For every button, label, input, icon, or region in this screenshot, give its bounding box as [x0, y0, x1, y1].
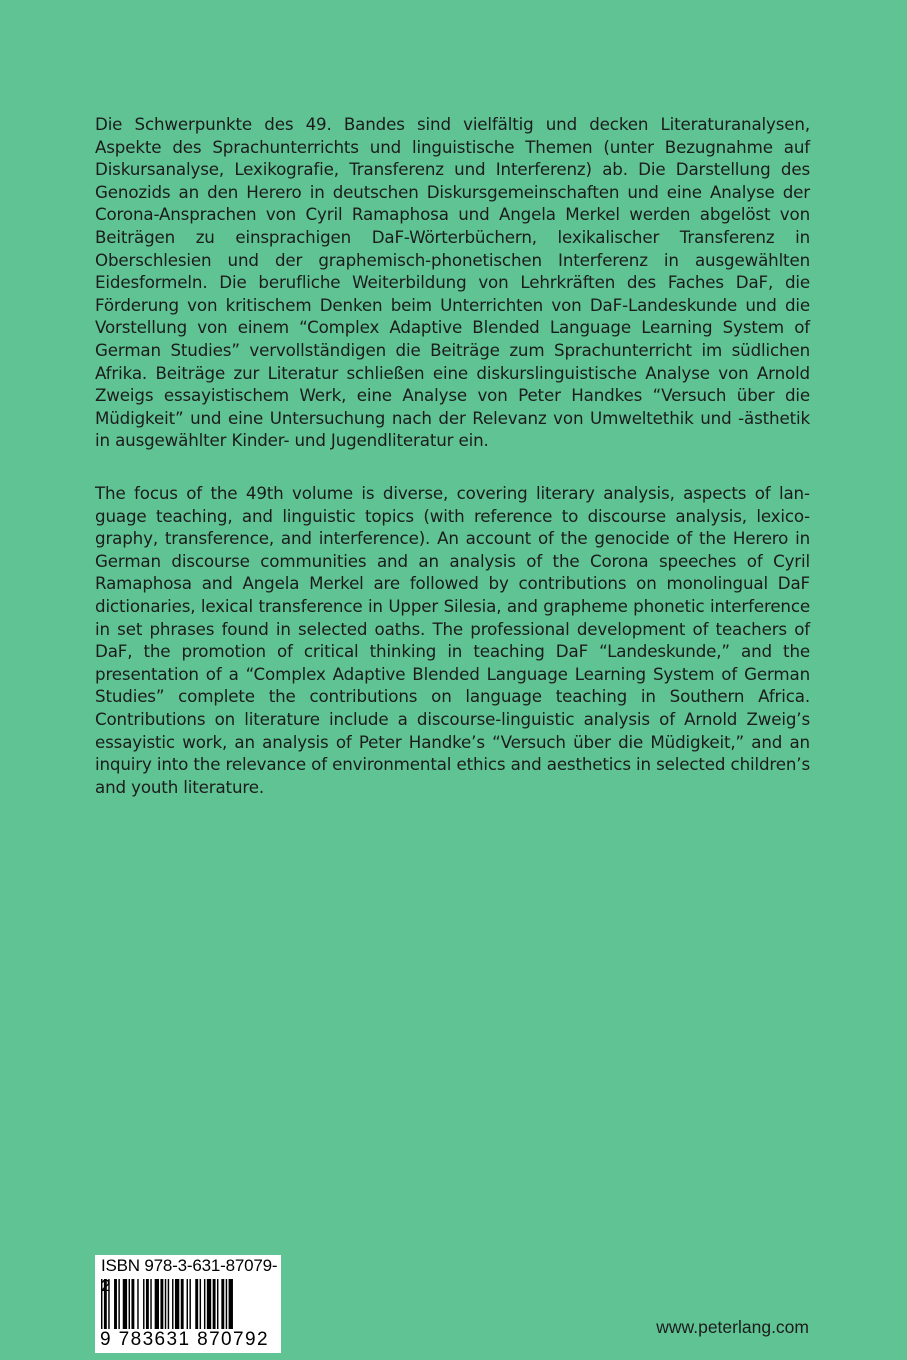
isbn-barcode	[95, 1255, 281, 1353]
barcode-digits: 9 783631 870792	[100, 1329, 269, 1350]
isbn-label: ISBN 978-3-631-87079-	[101, 1256, 278, 1275]
german-blurb: Die Schwerpunkte des 49. Bandes sind vielfältig und decken Literaturanalysen, Aspekte des Sprachunterrichts und linguistische Themen (unter Bezugnahme auf Diskursanalyse, Lexikografie, Transferenz und Interferenz) ab. Die Darstellung des Genozids an den Herero in deutschen Diskursgemeinschaften und eine Analyse der Corona-Ansprachen von Cyril Ramaphosa und Angela Merkel werden abgelöst von Beiträgen zu einsprachigen DaF-Wörterbüchern, lexikalischer Transferenz in Oberschlesien und der graphemisch-phonetischen Interferenz in ausgewählten Eidesformeln. Die berufliche Weiterbildung von Lehrkräften des Faches DaF, die Förderung von kritischem Denken beim Unterrichten von DaF-Landeskunde und die Vorstellung von einem “Complex Adaptive Blended Language Learning System of German Studies” vervollständigen die Beiträge zum Sprachunterricht im südlichen Afrika. Beiträge zur Literatur schließen eine diskurslinguistische Analyse von Arnold Zweigs essayistischem Werk, eine Analyse von Peter Handkes “Versuch über die Müdigkeit” und eine Untersuchung nach der Relevanz von Umweltethik und -ästhetik in ausgewählter Kinder- und Jugendliteratur ein.	[95, 114, 810, 451]
publisher-url[interactable]: www.peterlang.com	[656, 1317, 809, 1337]
english-blurb: The focus of the 49th volume is diverse, covering literary analysis, aspects of language teaching, and linguistic topics (with reference to discourse analysis, lexicography, transference, and interference). An account of the genocide of the Herero in German discourse communities and an analysis of the Corona speeches of Cyril Ramaphosa and Angela Merkel are followed by contributions on monolingual DaF dictionaries, lexical transference in Upper Silesia, and grapheme phonetic interference in set phrases found in selected oaths. The professional development of teachers of DaF, the promotion of critical thinking in teaching DaF “Landeskunde,” and the presentation of a “Complex Adaptive Blended Language Learning System of German Studies” complete the contributions on language teaching in Southern Africa. Contributions on literature include a discourse-linguistic analysis of Arnold Zweig’s essayistic work, an analysis of Peter Handke’s “Versuch über die Müdigkeit,” and an inquiry into the relevance of environmental ethics and aesthetics in selected children’s and youth literature.	[95, 483, 810, 797]
